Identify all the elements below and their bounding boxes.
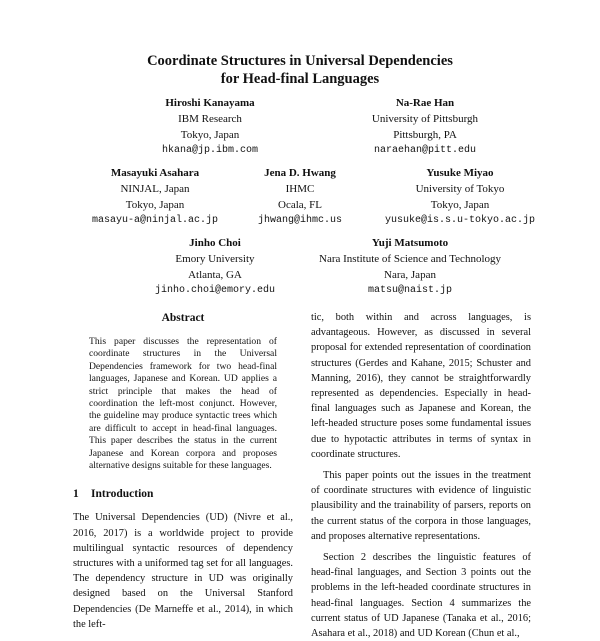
author-name: Yuji Matsumoto xyxy=(371,237,449,249)
author-location: Tokyo, Japan xyxy=(125,199,185,211)
author-block xyxy=(120,95,300,159)
paper-title xyxy=(0,52,600,88)
author-affiliation: IHMC xyxy=(285,183,315,195)
author-affiliation: IBM Research xyxy=(178,113,242,125)
body-paragraph: Section 2 describes the linguistic features of head-final languages, and Section 3 points out the problems in the left-headed coordinate structures in head-final languages. Section 4 summarizes the current status of UD Japanese (Tanaka et al., 2016; Asahara et al., 2018) and UD Korean (Chun et al., xyxy=(311,552,531,640)
author-affiliation: University of Pittsburgh xyxy=(371,113,479,125)
author-location: Pittsburgh, PA xyxy=(393,129,457,141)
body-paragraph: tic, both within and across languages, is advantageous. However, as discussed in several proposal for extended representation of coordination structures (Gerdes and Kahane, 2015; Schuster and Manning, 2016), they cannot be straightforwardly represented as dependencies. Especially in head-final languages such as Japanese and Korean, the left-headed structure poses some fundamental issues due to hypotactic attributes in terms of syntax in coordinate structures. xyxy=(311,312,531,460)
abstract-text: This paper discusses the representation of coordinate structures in the Universal Dependencies framework for two head-final languages, Japanese and Korean. UD applies a strict principle that makes the head of coordination the left-most conjunct. However, the guideline may produce syntactic trees which are difficult to accept in head-final languages. This paper describes the status in the current Japanese and Korean corpora and proposes alternative designs suitable for these languages. xyxy=(89,336,277,472)
author-email[interactable]: jinho.choi@emory.edu xyxy=(154,285,276,296)
title-line-2: for Head-final Languages xyxy=(220,71,380,87)
author-email[interactable]: naraehan@pitt.edu xyxy=(373,145,477,156)
author-name: Hiroshi Kanayama xyxy=(165,97,255,109)
right-column xyxy=(311,310,531,641)
author-location: Atlanta, GA xyxy=(188,269,242,281)
author-block xyxy=(305,95,545,159)
author-block xyxy=(60,165,250,229)
left-column xyxy=(73,310,293,632)
author-location: Tokyo, Japan xyxy=(180,129,240,141)
author-affiliation: Emory University xyxy=(175,253,255,265)
title-line-1: Coordinate Structures in Universal Dependencies xyxy=(147,53,453,69)
author-block xyxy=(115,235,315,299)
author-name: Na-Rae Han xyxy=(395,97,455,109)
author-email[interactable]: hkana@jp.ibm.com xyxy=(161,145,258,156)
section-title: Introduction xyxy=(91,488,154,501)
author-affiliation: Nara Institute of Science and Technology xyxy=(319,253,501,265)
abstract-heading: Abstract xyxy=(161,312,205,324)
author-email[interactable]: jhwang@ihmc.us xyxy=(257,215,342,226)
author-location: Nara, Japan xyxy=(384,269,436,281)
section-heading xyxy=(73,486,293,502)
author-location: Ocala, FL xyxy=(278,199,322,211)
author-block xyxy=(230,165,370,229)
author-email[interactable]: matsu@naist.jp xyxy=(367,285,452,296)
author-block xyxy=(290,235,530,299)
author-name: Jena D. Hwang xyxy=(264,167,336,179)
author-name: Masayuki Asahara xyxy=(110,167,200,179)
author-email[interactable]: yusuke@is.s.u-tokyo.ac.jp xyxy=(384,215,536,226)
body-paragraph: This paper points out the issues in the treatment of coordinate structures with evidence of linguistic plausibility and the trainability of parsers, reports on the current status of the corpora in those languages, and proposes alternative representations. xyxy=(311,470,531,542)
author-block xyxy=(360,165,560,229)
author-name: Jinho Choi xyxy=(189,237,241,249)
author-affiliation: NINJAL, Japan xyxy=(120,183,190,195)
author-affiliation: University of Tokyo xyxy=(415,183,505,195)
section-number: 1 xyxy=(73,488,79,501)
author-email[interactable]: masayu-a@ninjal.ac.jp xyxy=(91,215,219,226)
intro-paragraph: The Universal Dependencies (UD) (Nivre et al., 2016, 2017) is a worldwide project to provide multilingual syntactic resources of dependency structures with a uniformed tag set for all languages. The dependency structure in UD was originally designed based on the Universal Stanford Dependencies (De Marneffe et al., 2014), in which the left- xyxy=(73,512,293,630)
author-name: Yusuke Miyao xyxy=(426,167,494,179)
author-location: Tokyo, Japan xyxy=(430,199,490,211)
